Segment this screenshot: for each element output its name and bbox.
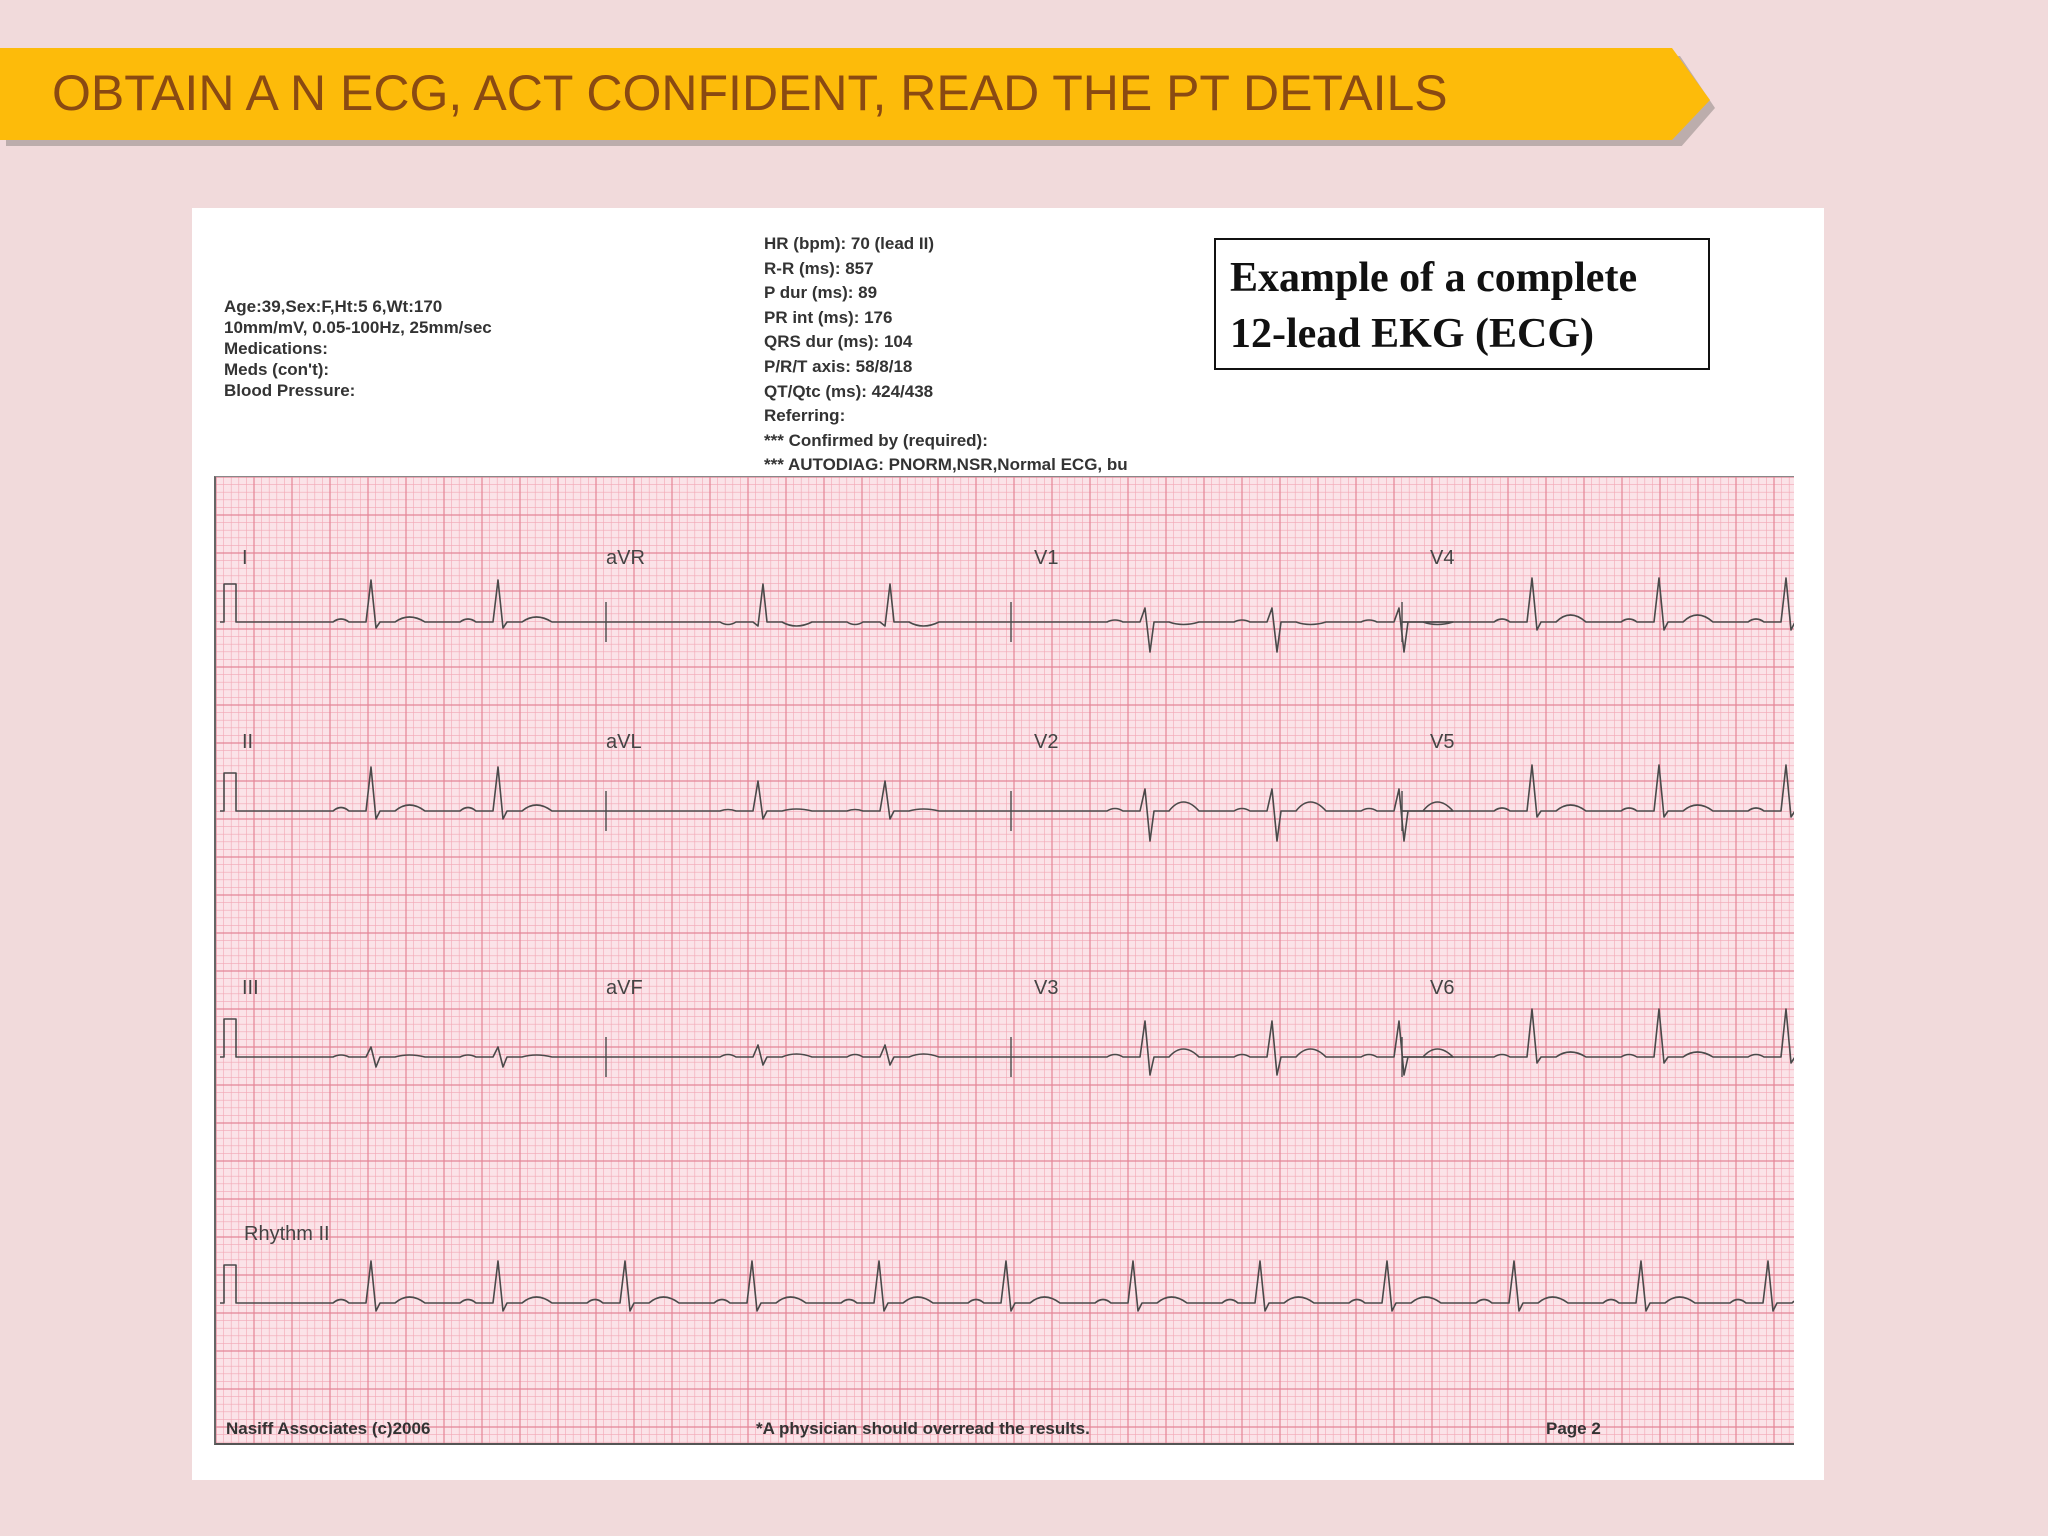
lead-label-v6: V6 [1430, 977, 1455, 999]
lead-label-iii: III [242, 977, 259, 999]
patient-info-line: 10mm/mV, 0.05-100Hz, 25mm/sec [224, 318, 492, 337]
lead-label-v1: V1 [1034, 547, 1059, 569]
measurement-line: P/R/T axis: 58/8/18 [764, 356, 913, 376]
patient-info-line: Age:39,Sex:F,Ht:5 6,Wt:170 [224, 297, 443, 316]
example-caption-line: Example of a complete [1230, 255, 1638, 301]
lead-label-v5: V5 [1430, 731, 1455, 753]
measurement-line: QT/Qtc (ms): 424/438 [764, 381, 934, 401]
example-caption-box [1214, 238, 1710, 370]
footer-copyright: Nasiff Associates (c)2006 [226, 1419, 431, 1438]
lead-label-rhythm: Rhythm II [244, 1223, 330, 1245]
lead-label-v4: V4 [1430, 547, 1455, 569]
lead-label-avf: aVF [606, 977, 643, 999]
patient-info-line: Blood Pressure: [224, 381, 356, 400]
slide-title: OBTAIN A N ECG, ACT CONFIDENT, READ THE PT DETAILS [52, 65, 1448, 121]
measurement-line: *** AUTODIAG: PNORM,NSR,Normal ECG, bu [764, 455, 1128, 475]
ecg-traces [216, 477, 1794, 1443]
footer-page-number: Page 2 [1546, 1419, 1601, 1438]
measurement-line: P dur (ms): 89 [764, 283, 878, 303]
patient-info-line: Meds (con't): [224, 360, 330, 379]
lead-label-v3: V3 [1034, 977, 1059, 999]
measurement-line: Referring: [764, 406, 846, 426]
ecg-sheet [192, 208, 1824, 1480]
ecg-measurements [764, 232, 1128, 478]
lead-label-avr: aVR [606, 547, 645, 569]
lead-label-ii: II [242, 731, 254, 753]
ecg-grid [214, 476, 1794, 1445]
measurement-line: HR (bpm): 70 (lead II) [764, 234, 935, 253]
measurement-line: R-R (ms): 857 [764, 258, 874, 278]
measurement-line: *** Confirmed by (required): [764, 430, 988, 450]
measurement-line: PR int (ms): 176 [764, 307, 893, 327]
footer-disclaimer: *A physician should overread the results. [756, 1419, 1090, 1438]
patient-info [224, 296, 492, 401]
lead-label-i: I [242, 547, 248, 569]
patient-info-line: Medications: [224, 339, 328, 358]
lead-label-v2: V2 [1034, 731, 1059, 753]
measurement-line: QRS dur (ms): 104 [764, 332, 913, 352]
title-banner [0, 48, 1715, 146]
example-caption-line: 12-lead EKG (ECG) [1230, 311, 1594, 357]
lead-label-avl: aVL [606, 731, 642, 753]
